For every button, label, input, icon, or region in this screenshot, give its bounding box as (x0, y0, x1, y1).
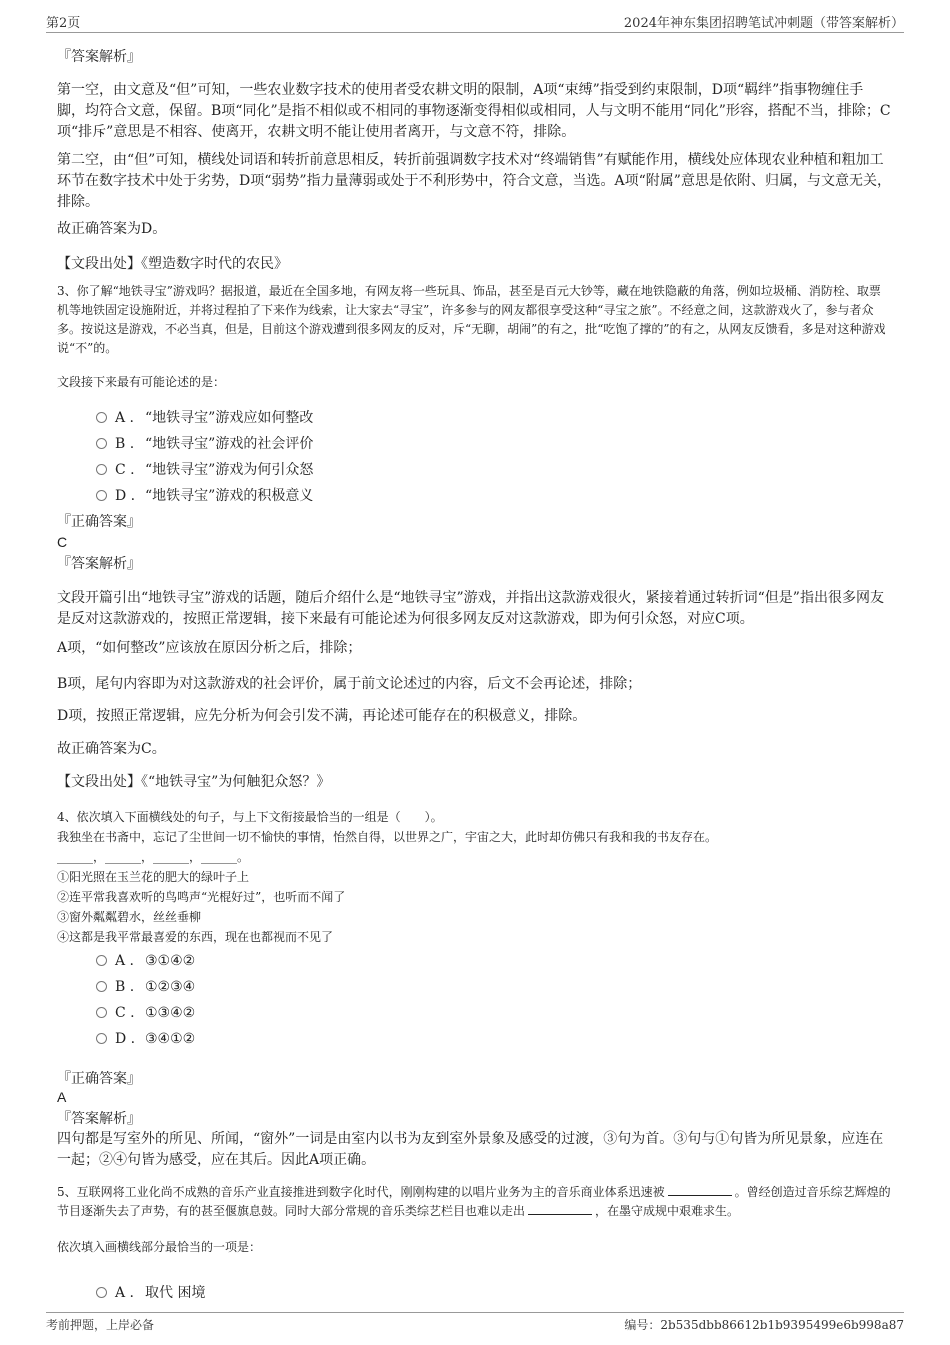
q3-analysis-p3: B项，尾句内容即为对这款游戏的社会评价，属于前文论述过的内容，后文不会再论述，排除； (57, 676, 642, 692)
q5-stem (57, 1183, 891, 1221)
option-key: A . (115, 953, 135, 969)
option-text: “地铁寻宝”游戏应如何整改 (145, 410, 314, 426)
q4-sentence-3: ③窗外粼粼碧水，丝丝垂柳 (57, 910, 202, 924)
q2-source: 【文段出处】《塑造数字时代的农民》 (57, 256, 288, 272)
q3-source: 【文段出处】《“地铁寻宝”为何触犯众怒？》 (57, 774, 331, 790)
q4-stem: 4、依次填入下面横线处的句子，与上下文衔接最恰当的一组是（ ）。 (57, 810, 443, 824)
footer-slogan: 考前押题，上岸必备 (46, 1318, 155, 1332)
radio-icon[interactable] (96, 981, 107, 992)
q3-analysis-p4: D项，按照正常逻辑，应先分析为何会引发不满，再论述可能存在的积极意义，排除。 (57, 708, 587, 724)
option-key: D . (115, 1031, 136, 1047)
document-title: 2024年神东集团招聘笔试冲刺题（带答案解析） (623, 16, 904, 31)
q3-conclusion: 故正确答案为C。 (57, 741, 166, 757)
q5-stem-part-3: ，在墨守成规中艰难求生。 (595, 1204, 740, 1218)
document-id: 编号：2b535dbb86612b1b9395499e6b998a87 (624, 1318, 904, 1332)
option-key: C . (115, 462, 135, 478)
q3-analysis-label: 『答案解析』 (57, 556, 141, 572)
q5-stem-part-2: 。曾经创造过音乐综艺辉煌的节目逐渐失去了声势，有的甚至偃旗息鼓。同时大部分常规的音乐类综艺栏目也难以走出 (57, 1185, 891, 1218)
option-text: “地铁寻宝”游戏的积极意义 (145, 488, 314, 504)
radio-icon[interactable] (96, 1287, 107, 1298)
q4-sentence-2: ②连平常我喜欢听的鸟鸣声“光棍好过”，也听而不闻了 (57, 890, 346, 904)
q4-option-a[interactable] (96, 951, 195, 971)
q2-conclusion: 故正确答案为D。 (57, 221, 167, 237)
q3-stem: 3、你了解“地铁寻宝”游戏吗？据报道，最近在全国多地，有网友将一些玩具、饰品，甚至是百元大钞等，藏在地铁隐蔽的角落，例如垃圾桶、消防栓、取票机等地铁固定设施附近，并将过程拍了下来作为线索，让大家去“寻宝”，许多参与的网友都很享受这种“寻宝之旅”。不经意之间，这款游戏火了，参与者众多。按说这是游戏，不必当真，但是，目前这个游戏遭到很多网友的反对，斥“无聊，胡闹”的有之，批“吃饱了撑的”的有之，从网友反馈看，多是对这种游戏说“不”的。 (57, 284, 886, 355)
q4-analysis: 四句都是写室外的所见、所闻，“窗外”一词是由室内以书为友到室外景象及感受的过渡，③句为首。③句与①句皆为所见景象，应连在一起；②④句皆为感受，应在其后。因此A项正确。 (57, 1131, 884, 1168)
radio-icon[interactable] (96, 438, 107, 449)
option-text: 取代 困境 (145, 1285, 206, 1301)
q4-answer: A (57, 1089, 67, 1105)
q2-analysis-p1: 第一空，由文意及“但”可知，一些农业数字技术的使用者受农耕文明的限制，A项“束缚”指受到约束限制，D项“羁绊”指事物缠住手脚，均符合文意，保留。B项“同化”是指不相似或不相同的事物逐渐变得相似或相同，人与文明不能用“同化”形容，搭配不当，排除；C项“排斥”意思是不相容、使离开，农耕文明不能让使用者离开，与文意不符，排除。 (57, 82, 891, 140)
option-key: B . (115, 979, 135, 995)
q5-option-a[interactable] (96, 1283, 205, 1303)
q2-analysis-p2: 第二空，由“但”可知，横线处词语和转折前意思相反，转折前强调数字技术对“终端销售”有赋能作用，横线处应体现农业种植和粗加工环节在数字技术中处于劣势，D项“弱势”指力量薄弱或处于不利形势中，符合文意，当选。A项“附属”意思是依附、归属，与文意无关，排除。 (57, 152, 891, 210)
q3-answer-label: 『正确答案』 (57, 514, 141, 530)
radio-icon[interactable] (96, 955, 107, 966)
q2-analysis-label: 『答案解析』 (57, 49, 141, 65)
q4-text: 我独坐在书斋中，忘记了尘世间一切不愉快的事情，怡然自得，以世界之广，宇宙之大，此时却仿佛只有我和我的书友存在。 (57, 830, 718, 844)
option-key: C . (115, 1005, 135, 1021)
q5-blank-2 (528, 1202, 592, 1215)
page-footer (46, 1312, 904, 1335)
page-header (46, 12, 904, 33)
option-text: “地铁寻宝”游戏为何引众怒 (145, 462, 314, 478)
q4-option-d[interactable] (96, 1029, 195, 1049)
option-text: “地铁寻宝”游戏的社会评价 (145, 436, 314, 452)
radio-icon[interactable] (96, 490, 107, 501)
q4-answer-label: 『正确答案』 (57, 1071, 141, 1087)
option-text: ①③④② (145, 1005, 196, 1021)
option-text: ①②③④ (145, 979, 196, 995)
q3-option-d[interactable] (96, 486, 313, 506)
q5-blank-1 (668, 1183, 732, 1196)
q4-sentence-4: ④这都是我平常最喜爱的东西，现在也都视而不见了 (57, 930, 334, 944)
option-key: A . (115, 410, 135, 426)
option-key: B . (115, 436, 135, 452)
q4-analysis-label: 『答案解析』 (57, 1111, 141, 1127)
option-key: D . (115, 488, 136, 504)
q3-answer: C (57, 534, 68, 550)
option-key: A . (115, 1285, 135, 1301)
q3-option-c[interactable] (96, 460, 313, 480)
radio-icon[interactable] (96, 1007, 107, 1018)
option-text: ③①④② (145, 953, 196, 969)
q3-option-b[interactable] (96, 434, 313, 454)
page-number: 第2页 (46, 16, 81, 31)
radio-icon[interactable] (96, 412, 107, 423)
q3-question: 文段接下来最有可能论述的是： (57, 375, 226, 389)
q3-option-a[interactable] (96, 408, 313, 428)
q5-question: 依次填入画横线部分最恰当的一项是： (57, 1240, 262, 1254)
option-text: ③④①② (145, 1031, 196, 1047)
q3-analysis-p1: 文段开篇引出“地铁寻宝”游戏的话题，随后介绍什么是“地铁寻宝”游戏，并指出这款游戏很火，紧接着通过转折词“但是”指出很多网友是反对这款游戏的，按照正常逻辑，接下来最有可能论述为何很多网友反对这款游戏，即为何引众怒，对应C项。 (57, 590, 884, 627)
q5-stem-part-1: 5、互联网将工业化尚不成熟的音乐产业直接推进到数字化时代，刚刚构建的以唱片业务为主的音乐商业体系迅速被 (57, 1185, 665, 1199)
q4-option-b[interactable] (96, 977, 195, 997)
q4-blanks: ______，______，______，______。 (57, 850, 250, 864)
q4-option-c[interactable] (96, 1003, 195, 1023)
radio-icon[interactable] (96, 1033, 107, 1044)
q4-sentence-1: ①阳光照在玉兰花的肥大的绿叶子上 (57, 870, 250, 884)
radio-icon[interactable] (96, 464, 107, 475)
q3-analysis-p2: A项，“如何整改”应该放在原因分析之后，排除； (57, 640, 362, 656)
